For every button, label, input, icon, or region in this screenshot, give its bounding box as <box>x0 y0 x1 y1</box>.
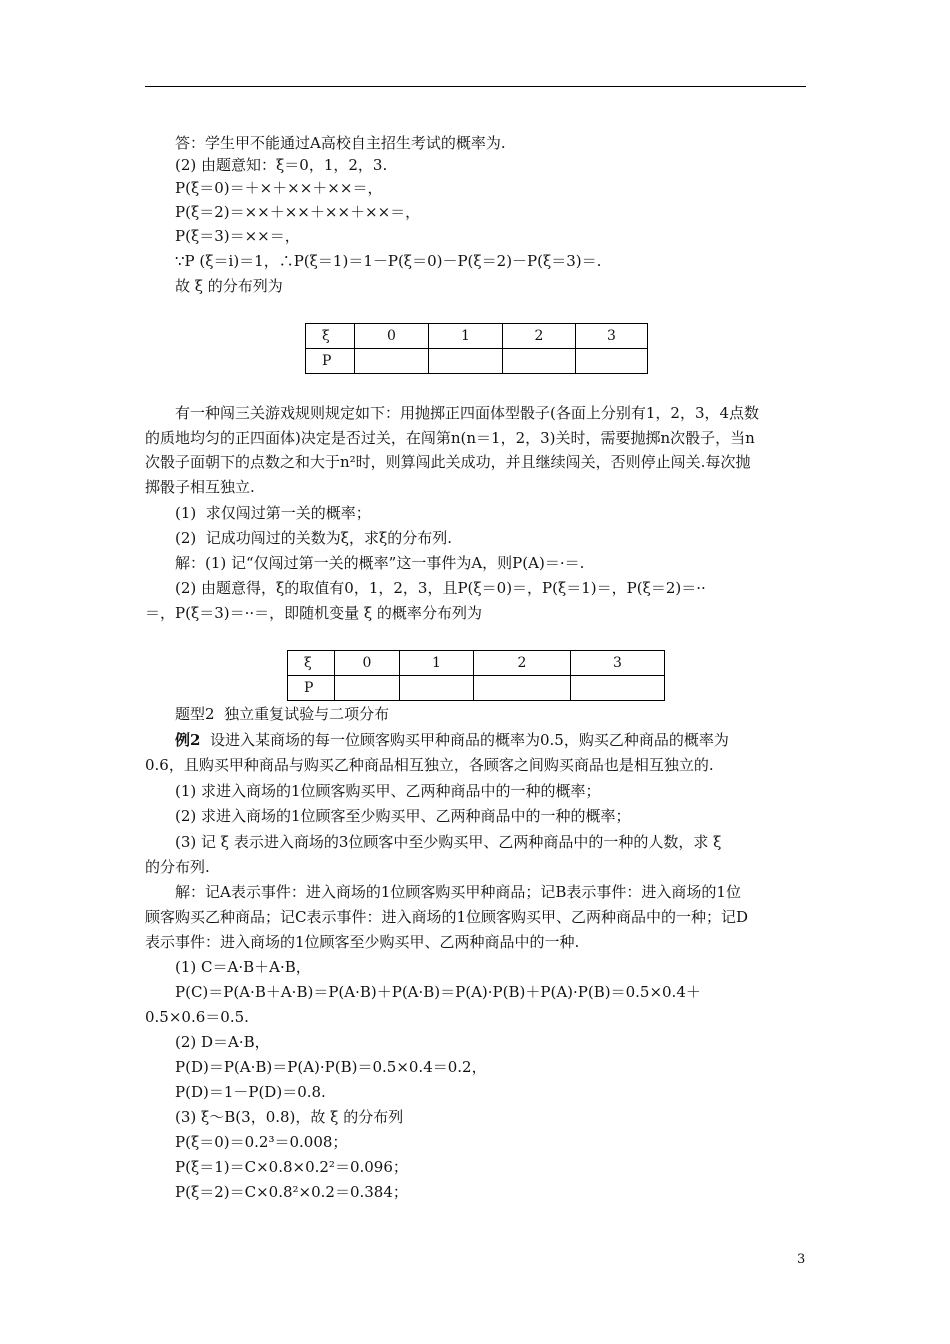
table-cell: 3 <box>576 324 648 349</box>
example-text: 设进入某商场的每一位顾客购买甲种商品的概率为0.5，购买乙种商品的概率为 <box>200 731 729 749</box>
page-number: 3 <box>797 1252 806 1267</box>
table-cell <box>335 676 400 701</box>
text-line: P(D)＝1－P(D)＝0.8. <box>175 1083 326 1101</box>
table-cell: 3 <box>571 651 665 676</box>
text-line: (3) 记 ξ 表示进入商场的3位顾客中至少购买甲、乙两种商品中的一种的人数，求 ξ <box>175 833 722 851</box>
text-line: ＝，P(ξ＝3)＝··＝，即随机变量 ξ 的概率分布列为 <box>145 604 482 622</box>
text-line: P(ξ＝2)＝C×0.8²×0.2＝0.384； <box>175 1183 408 1201</box>
text-line: P(C)＝P(A·B＋A·B)＝P(A·B)＋P(A·B)＝P(A)·P(B)＋P(A)·P(B)＝0.5×0.4＋ <box>175 983 701 1001</box>
table-row <box>288 651 665 676</box>
table-cell: 1 <box>400 651 474 676</box>
table-cell: ξ <box>306 324 355 349</box>
text-line: 0.6，且购买甲种商品与购买乙种商品相互独立，各顾客之间购买商品也是相互独立的. <box>145 756 714 774</box>
table-cell <box>400 676 474 701</box>
text-line: 有一种闯三关游戏规则规定如下：用抛掷正四面体型骰子(各面上分别有1，2，3，4点数 <box>175 404 760 422</box>
text-line: (3) ξ～B(3，0.8)，故 ξ 的分布列 <box>175 1108 404 1126</box>
table-cell: 0 <box>335 651 400 676</box>
text-line: 表示事件：进入商场的1位顾客至少购买甲、乙两种商品中的一种. <box>145 933 580 951</box>
section-title: 题型2 独立重复试验与二项分布 <box>175 705 390 723</box>
table-cell: P <box>306 349 355 374</box>
text-line: 顾客购买乙种商品；记C表示事件：进入商场的1位顾客购买甲、乙两种商品中的一种；记D <box>145 908 749 926</box>
text-line: (2) 由题意得，ξ的取值有0，1，2，3，且P(ξ＝0)＝，P(ξ＝1)＝，P(ξ＝2)＝·· <box>175 579 706 597</box>
table-cell: 1 <box>429 324 503 349</box>
distribution-table-2 <box>287 650 665 701</box>
table-cell <box>429 349 503 374</box>
text-line: P(ξ＝1)＝C×0.8×0.2²＝0.096； <box>175 1158 408 1176</box>
text-line: (2) 记成功闯过的关数为ξ，求ξ的分布列. <box>175 529 453 547</box>
text-line: ∵P (ξ＝i)＝1，∴P(ξ＝1)＝1－P(ξ＝0)－P(ξ＝2)－P(ξ＝3)＝. <box>175 252 602 270</box>
table-cell <box>503 349 576 374</box>
text-line: 答：学生甲不能通过A高校自主招生考试的概率为. <box>175 134 506 152</box>
text-line: (1) 求仅闯过第一关的概率； <box>175 504 371 522</box>
example-heading <box>175 730 729 750</box>
table-row <box>288 676 665 701</box>
text-line: 0.5×0.6＝0.5. <box>145 1008 249 1026</box>
table-cell: ξ <box>288 651 335 676</box>
table-cell: 2 <box>503 324 576 349</box>
text-line: 解：记A表示事件：进入商场的1位顾客购买甲种商品；记B表示事件：进入商场的1位 <box>175 883 741 901</box>
text-line: 解：(1) 记“仅闯过第一关的概率”这一事件为A，则P(A)＝·＝. <box>175 554 585 572</box>
text-line: (1) 求进入商场的1位顾客购买甲、乙两种商品中的一种的概率； <box>175 782 601 800</box>
table-cell: 0 <box>355 324 429 349</box>
text-line: 次骰子面朝下的点数之和大于n²时，则算闯此关成功，并且继续闯关，否则停止闯关.每次抛 <box>145 453 751 471</box>
table-cell <box>355 349 429 374</box>
text-line: 故 ξ 的分布列为 <box>175 277 283 295</box>
text-line: P(D)＝P(A·B)＝P(A)·P(B)＝0.5×0.4＝0.2， <box>175 1058 487 1076</box>
text-line: (1) C＝A·B＋A·B， <box>175 958 311 976</box>
table-cell: 2 <box>474 651 571 676</box>
text-line: 的质地均匀的正四面体)决定是否过关，在闯第n(n＝1，2，3)关时，需要抛掷n次骰子，当n <box>145 429 755 447</box>
text-line: 的分布列. <box>145 858 210 876</box>
distribution-table-1 <box>305 323 648 374</box>
table-cell: P <box>288 676 335 701</box>
text-line: P(ξ＝0)＝0.2³＝0.008； <box>175 1133 348 1151</box>
text-line: P(ξ＝2)＝××＋××＋××＋××＝， <box>175 203 421 221</box>
text-line: (2) 由题意知：ξ＝0，1，2，3. <box>175 156 388 174</box>
table-cell <box>576 349 648 374</box>
table-cell <box>571 676 665 701</box>
text-line: 掷骰子相互独立. <box>145 478 255 496</box>
text-line: (2) D＝A·B， <box>175 1033 270 1051</box>
text-line: P(ξ＝3)＝××＝， <box>175 227 300 245</box>
table-row <box>306 349 648 374</box>
text-line: P(ξ＝0)＝＋×＋××＋××＝， <box>175 179 383 197</box>
table-row <box>306 324 648 349</box>
header-rule <box>145 86 806 87</box>
text-line: (2) 求进入商场的1位顾客至少购买甲、乙两种商品中的一种的概率； <box>175 807 631 825</box>
table-cell <box>474 676 571 701</box>
example-label: 例2 <box>175 731 201 749</box>
